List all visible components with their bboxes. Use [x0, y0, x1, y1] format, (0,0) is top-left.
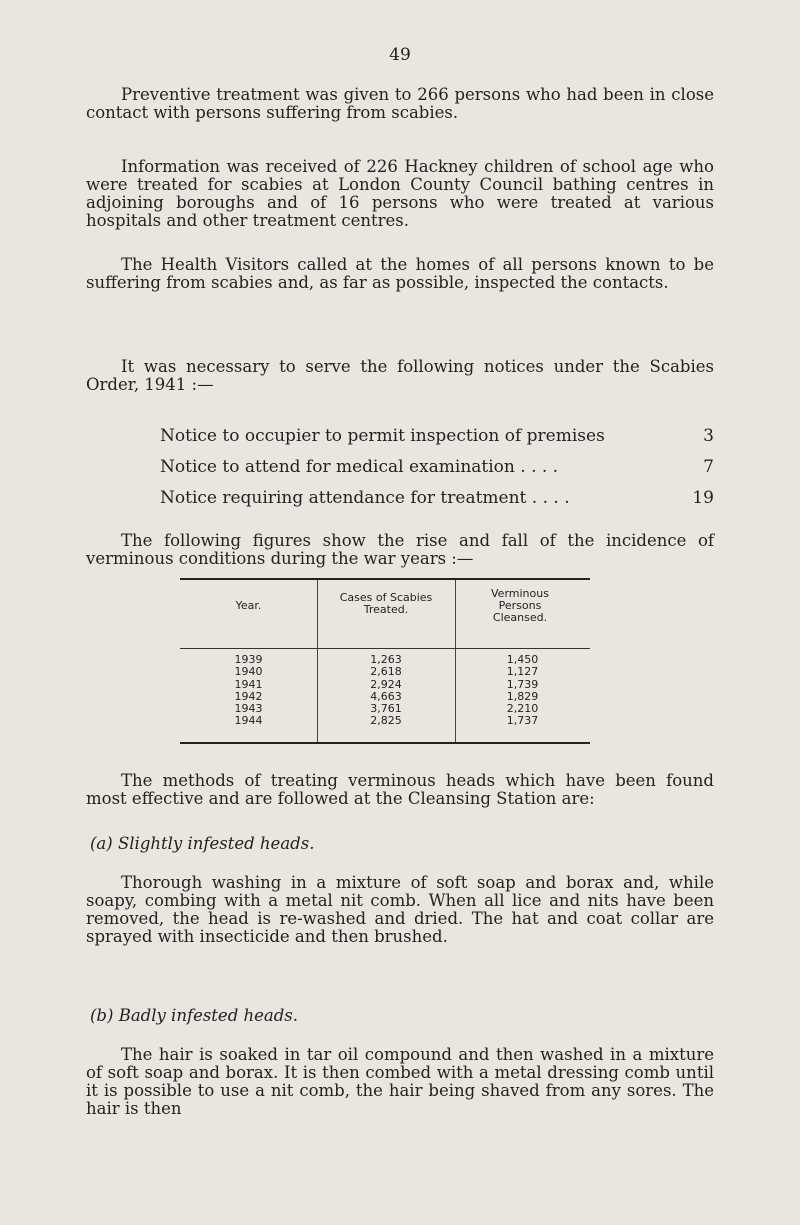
paragraph-section-a: Thorough washing in a mixture of soft soap and borax and, while soapy, combing with a metal nit comb. When all lice and nits have been removed, the head is re-washed and dried. The hat and coat collar are sprayed with insecticide and then brushed. [86, 873, 714, 946]
table-cell: 2,210 [506, 702, 539, 716]
table-cell: 1942 [234, 689, 263, 703]
table-cell: 2,924 [370, 677, 402, 691]
table-header-cleansed: Verminous Persons Cleansed. [491, 587, 549, 624]
notice-row [160, 457, 714, 477]
paragraph-health-visitors: The Health Visitors called at the homes of all persons known to be suffering from scabies and, as far as possible, inspected the contacts. [86, 255, 714, 292]
section-a-title: Slightly infested heads. [117, 834, 315, 853]
section-a-letter: (a) [90, 834, 113, 853]
paragraph-information-received: Information was received of 226 Hackney children of school age who were treated for scabies at London County Council bathing centres in adjoining boroughs and of 16 persons who were treated at various hospitals and other treatment centres. [86, 157, 714, 230]
table-cell: 1,829 [506, 689, 539, 703]
table-cell: 1941 [234, 677, 263, 691]
table-column-cleansed [455, 654, 590, 728]
section-b-letter: (b) [90, 1006, 114, 1025]
notice-row [160, 426, 714, 446]
table-cell: 1943 [234, 702, 263, 716]
notice-text: Notice to occupier to permit inspection of premises [160, 426, 605, 446]
notice-count: 19 [692, 488, 714, 508]
table-top-rule [180, 578, 590, 580]
table-column-year [180, 654, 317, 728]
table-header-rule [180, 648, 590, 649]
table-cell: 1940 [234, 665, 263, 679]
paragraph-preventive-treatment: Preventive treatment was given to 266 persons who had been in close contact with persons suffering from scabies. [86, 85, 714, 122]
notice-row [160, 488, 714, 508]
paragraph-figures-intro: The following figures show the rise and fall of the incidence of verminous conditions during the war years :— [86, 531, 714, 568]
notice-count: 3 [703, 426, 714, 446]
section-a-heading [90, 834, 314, 853]
page-number: 49 [389, 45, 411, 65]
table-cell: 1944 [234, 714, 263, 728]
table-cell: 1939 [234, 653, 263, 666]
paragraph-methods-intro: The methods of treating verminous heads which have been found most effective and are followed at the Cleansing Station are: [86, 771, 714, 808]
table-bottom-rule [180, 742, 590, 744]
section-b-heading [90, 1006, 298, 1025]
table-cell: 1,263 [370, 653, 402, 666]
table-header-scabies: Cases of Scabies Treated. [339, 591, 433, 616]
table-header-year: Year. [235, 599, 262, 612]
notice-count: 7 [703, 457, 714, 477]
table-cell: 3,761 [370, 702, 402, 716]
table-cell: 1,450 [506, 653, 539, 666]
section-b-title: Badly infested heads. [118, 1006, 299, 1025]
table-cell: 2,618 [370, 665, 402, 679]
table-cell: 1,739 [506, 677, 539, 691]
paragraph-section-b: The hair is soaked in tar oil compound and then washed in a mixture of soft soap and borax. It is then combed with a metal dressing comb until it is possible to use a nit comb, the hair being shaved from any sores. The hair is then [86, 1045, 714, 1118]
verminous-conditions-table [180, 578, 590, 744]
table-cell: 2,825 [370, 714, 402, 728]
table-cell: 1,127 [506, 665, 539, 679]
paragraph-scabies-order: It was necessary to serve the following notices under the Scabies Order, 1941 :— [86, 357, 714, 394]
table-column-scabies [317, 654, 455, 728]
notice-text: Notice requiring attendance for treatment . . . . [160, 488, 570, 508]
table-cell: 1,737 [506, 714, 539, 728]
notice-text: Notice to attend for medical examination . . . . [160, 457, 559, 477]
table-cell: 4,663 [370, 689, 402, 703]
